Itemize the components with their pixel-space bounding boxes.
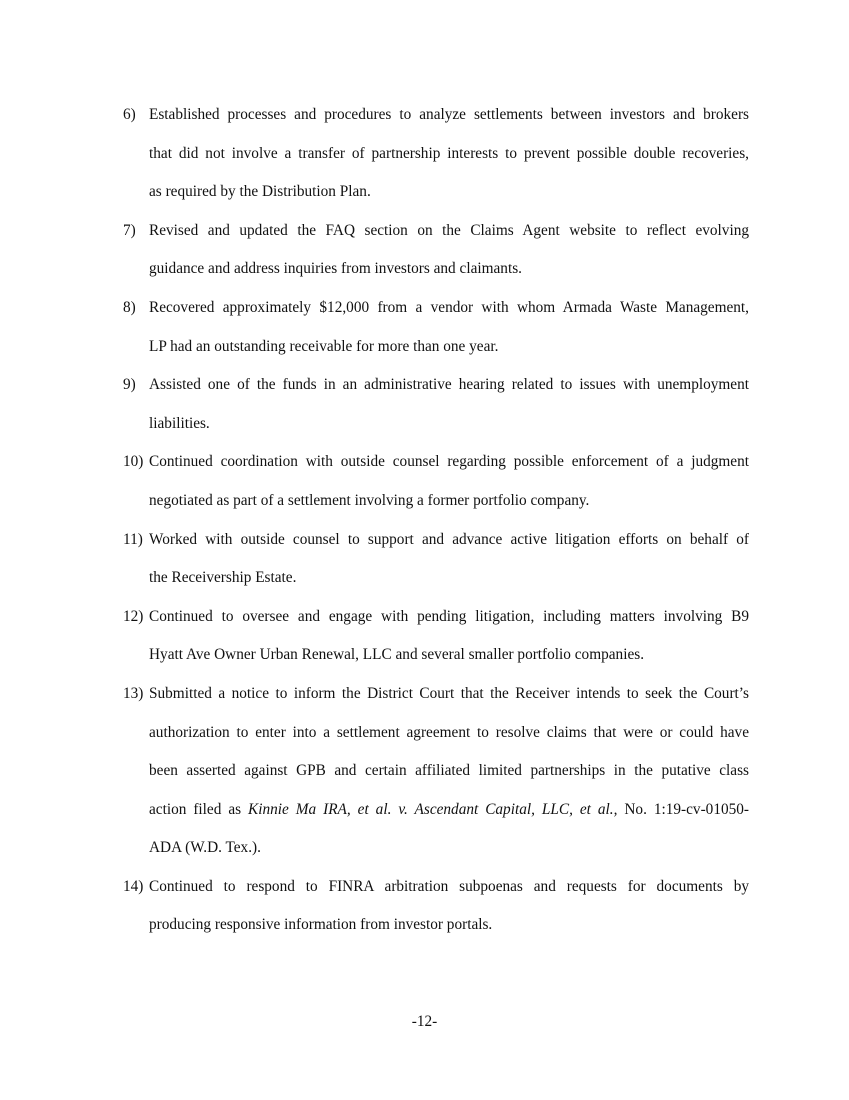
line-prefix: action filed as: [149, 800, 249, 818]
list-item-line: Continued coordination with outside counsel regarding possible enforcement of a judgment: [149, 453, 749, 471]
list-item-number: 9): [123, 376, 136, 394]
list-item-number: 13): [123, 684, 144, 702]
list-item-line: Recovered approximately $12,000 from a vendor with whom Armada Waste Management,: [149, 298, 749, 316]
list-item-6: [0, 96, 749, 212]
list-item-line: producing responsive information from investor portals.: [149, 916, 493, 934]
list-item-number: 12): [123, 607, 144, 625]
list-item-line: Revised and updated the FAQ section on the Claims Agent website to reflect evolving: [149, 221, 749, 239]
list-item-line: ADA (W.D. Tex.).: [149, 839, 261, 857]
list-item-line: [149, 791, 749, 830]
list-item-line: Submitted a notice to inform the District Court that the Receiver intends to seek the Court’s: [149, 684, 749, 702]
list-item-line: LP had an outstanding receivable for more than one year.: [149, 337, 499, 355]
list-item-line: Continued to respond to FINRA arbitration subpoenas and requests for documents by: [149, 877, 749, 895]
case-citation: Kinnie Ma IRA, et al. v. Ascendant Capital, LLC, et al.,: [248, 800, 618, 818]
list-item-line: Established processes and procedures to analyze settlements between investors and brokers: [149, 106, 749, 123]
list-item-line: guidance and address inquiries from investors and claimants.: [149, 260, 522, 278]
list-item-7: [0, 212, 749, 289]
list-item-number: 14): [123, 877, 144, 895]
list-item-9: [0, 366, 749, 443]
list-item-line: as required by the Distribution Plan.: [149, 183, 371, 201]
list-item-12: [0, 598, 749, 675]
list-item-number: 6): [123, 106, 136, 123]
list-item-line: negotiated as part of a settlement involving a former portfolio company.: [149, 491, 590, 509]
list-item-line: the Receivership Estate.: [149, 569, 297, 587]
list-item-line: been asserted against GPB and certain affiliated limited partnerships in the putative class: [149, 762, 749, 780]
line-suffix: No. 1:19-cv-01050-: [617, 800, 750, 818]
list-item-line: Worked with outside counsel to support and advance active litigation efforts on behalf of: [149, 530, 749, 548]
list-item-13: [0, 675, 749, 868]
list-item-line: authorization to enter into a settlement agreement to resolve claims that were or could have: [149, 723, 749, 741]
list-item-line: Continued to oversee and engage with pending litigation, including matters involving B9: [149, 607, 749, 625]
list-item-number: 7): [123, 221, 136, 239]
list-item-8: [0, 289, 749, 366]
list-item-10: [0, 443, 749, 520]
list-item-line: Assisted one of the funds in an administrative hearing related to issues with unemployment: [149, 376, 749, 394]
numbered-list: [0, 96, 849, 945]
list-item-line: liabilities.: [149, 414, 210, 432]
list-item-number: 11): [123, 530, 143, 548]
list-item-line: Hyatt Ave Owner Urban Renewal, LLC and several smaller portfolio companies.: [149, 646, 645, 664]
list-item-number: 10): [123, 453, 144, 471]
list-item-14: [0, 868, 749, 945]
list-item-line: that did not involve a transfer of partnership interests to prevent possible double recoveries,: [149, 144, 749, 162]
list-item-number: 8): [123, 298, 136, 316]
list-item-11: [0, 521, 749, 598]
page-number: -12-: [411, 1013, 438, 1030]
